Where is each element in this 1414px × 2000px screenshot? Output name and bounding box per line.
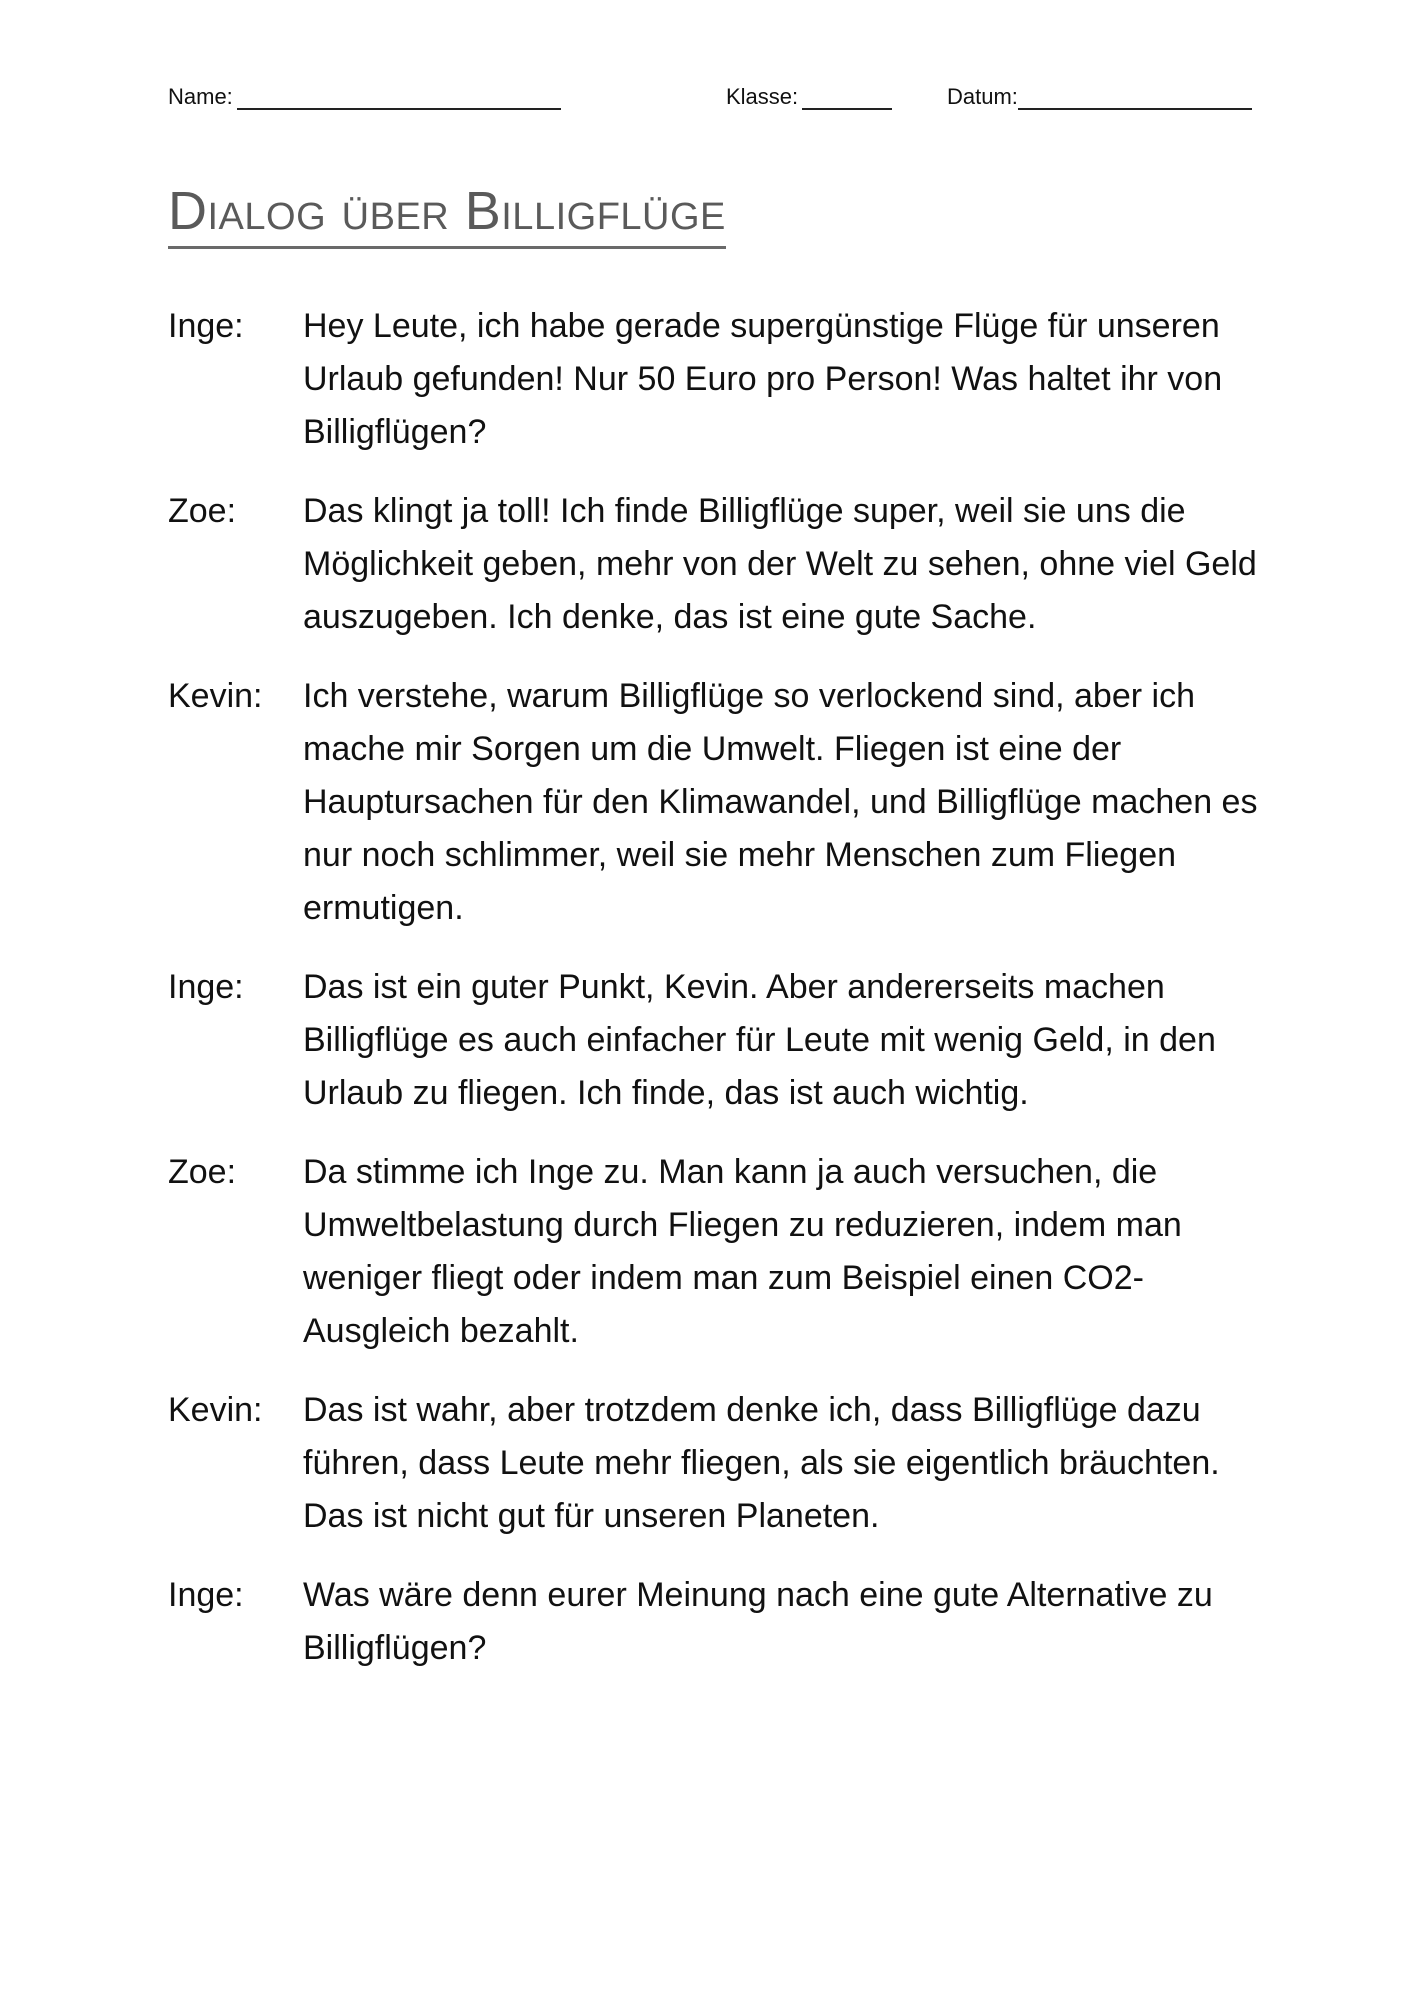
speaker-line: Was wäre denn eurer Meinung nach eine gute Alternative zu Billigflügen? [303,1576,1213,1667]
speaker-name: Zoe: [168,1153,237,1191]
datum-blank-line [1018,86,1252,110]
speaker-name: Inge: [168,968,244,1006]
speaker-line: Ich verstehe, warum Billigflüge so verlockend sind, aber ich mache mir Sorgen um die Umwelt. Fliegen ist eine der Hauptursachen für den Klimawandel, und Billigflüge machen es nur noch schlimmer, weil sie mehr Menschen zum Fliegen ermutigen. [303,677,1258,927]
speaker-name: Inge: [168,1576,244,1614]
name-label: Name: [168,84,233,109]
dialog-turn [168,300,1288,459]
name-blank-line [237,86,561,110]
worksheet-header [168,84,1268,114]
klasse-blank-line [802,86,892,110]
dialog-section [168,300,1288,1701]
name-field [168,84,561,110]
speaker-line: Das klingt ja toll! Ich finde Billigflüge super, weil sie uns die Möglichkeit geben, mehr von der Welt zu sehen, ohne viel Geld auszugeben. Ich denke, das ist eine gute Sache. [303,492,1257,636]
dialog-turn [168,485,1288,644]
speaker-line: Hey Leute, ich habe gerade supergünstige Flüge für unseren Urlaub gefunden! Nur 50 Euro pro Person! Was haltet ihr von Billigflügen? [303,307,1223,451]
speaker-line: Da stimme ich Inge zu. Man kann ja auch versuchen, die Umweltbelastung durch Fliegen zu reduzieren, indem man weniger fliegt oder indem man zum Beispiel einen CO2-Ausgleich bezahlt. [303,1153,1182,1350]
dialog-turn [168,670,1288,935]
dialog-turn [168,1384,1288,1543]
datum-field [947,84,1252,110]
speaker-name: Kevin: [168,1391,263,1429]
dialog-turn [168,1569,1288,1675]
speaker-line: Das ist wahr, aber trotzdem denke ich, dass Billigflüge dazu führen, dass Leute mehr fliegen, als sie eigentlich bräuchten. Das ist nicht gut für unseren Planeten. [303,1391,1220,1535]
speaker-name: Kevin: [168,677,263,715]
document-title: Dialog über Billigflüge [168,180,726,249]
dialog-turn [168,1146,1288,1358]
speaker-line: Das ist ein guter Punkt, Kevin. Aber andererseits machen Billigflüge es auch einfacher für Leute mit wenig Geld, in den Urlaub zu fliegen. Ich finde, das ist auch wichtig. [303,968,1216,1112]
datum-label: Datum: [947,84,1018,109]
dialog-turn [168,961,1288,1120]
speaker-name: Inge: [168,307,244,345]
klasse-label: Klasse: [726,84,799,109]
klasse-field [726,84,892,110]
speaker-name: Zoe: [168,492,237,530]
